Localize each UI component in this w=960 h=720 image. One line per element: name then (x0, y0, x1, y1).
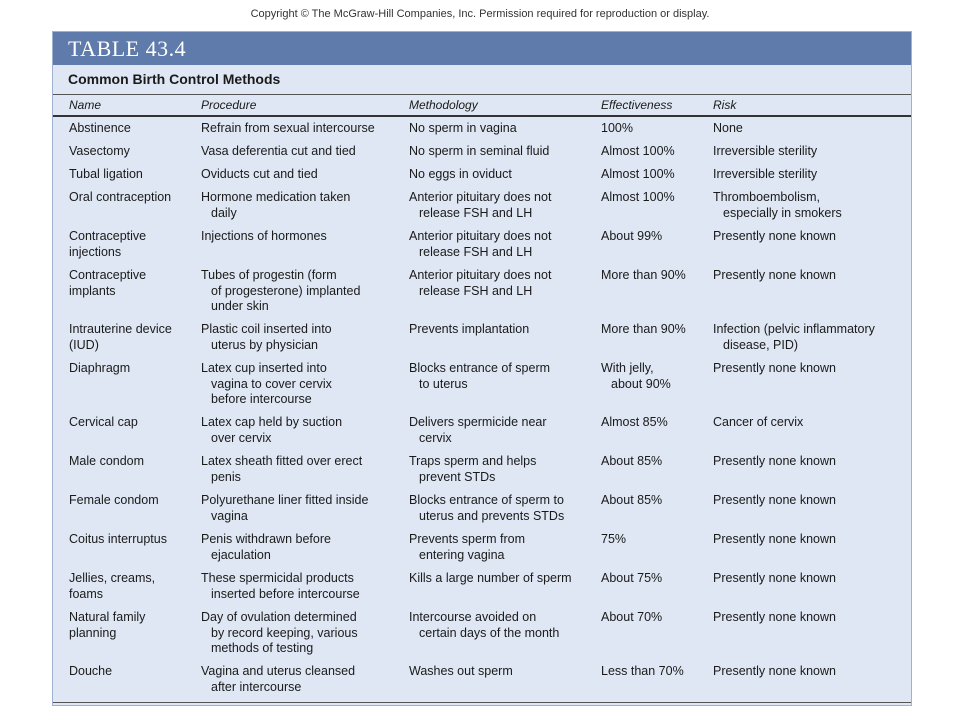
cell-text: Day of ovulation determined (201, 610, 357, 624)
cell-text: Presently none known (713, 454, 836, 468)
cell-text: inserted before intercourse (211, 586, 360, 601)
cell-text: release FSH and LH (419, 244, 533, 259)
cell-text: Infection (pelvic inflammatory (713, 322, 875, 336)
cell-name (69, 144, 194, 160)
cell-text: Thromboembolism, (713, 190, 820, 204)
cell-procedure (201, 610, 401, 657)
cell-text: Contraceptive (69, 268, 147, 282)
cell-text: vagina (211, 508, 248, 523)
cell-text: Irreversible sterility (713, 167, 818, 181)
cell-text: Latex cap held by suction (201, 415, 343, 429)
cell-text: Presently none known (713, 532, 836, 546)
cell-methodology (409, 322, 594, 338)
cell-text: Almost 100% (601, 144, 675, 158)
cell-text: Tubes of progestin (form (201, 268, 337, 282)
cell-risk (713, 454, 908, 470)
table-body (53, 117, 911, 697)
cell-text: by record keeping, various (211, 625, 358, 640)
cell-methodology (409, 571, 594, 587)
cell-text: Prevents sperm from (409, 532, 526, 546)
cell-text: especially in smokers (723, 205, 842, 220)
cell-text: About 99% (601, 229, 663, 243)
table-row (53, 357, 911, 411)
cell-text: Presently none known (713, 229, 836, 243)
cell-effectiveness (601, 121, 706, 137)
cell-methodology (409, 361, 594, 392)
cell-text: under skin (211, 299, 269, 313)
table-row (53, 606, 911, 660)
cell-text: Delivers spermicide near (409, 415, 547, 429)
table-row (53, 660, 911, 697)
cell-name (69, 610, 194, 641)
cell-text: Hormone medication taken (201, 190, 351, 204)
cell-text: foams (69, 586, 104, 601)
cell-text: (IUD) (69, 337, 99, 352)
cell-text: Male condom (69, 454, 145, 468)
cell-effectiveness (601, 144, 706, 160)
cell-name (69, 454, 194, 470)
cell-text: Anterior pituitary does not (409, 190, 552, 204)
cell-text: daily (211, 205, 237, 220)
cell-procedure (201, 571, 401, 602)
cell-text: prevent STDs (419, 469, 496, 484)
column-header-methodology: Methodology (409, 98, 478, 112)
cell-methodology (409, 415, 594, 446)
cell-name (69, 571, 194, 602)
table-row (53, 528, 911, 567)
cell-methodology (409, 610, 594, 641)
table-number: TABLE 43.4 (68, 35, 187, 61)
cell-text: Plastic coil inserted into (201, 322, 332, 336)
cell-risk (713, 361, 908, 377)
cell-text: Presently none known (713, 664, 836, 678)
cell-text: implants (69, 283, 116, 298)
cell-text: Intrauterine device (69, 322, 172, 336)
cell-effectiveness (601, 322, 706, 338)
cell-effectiveness (601, 664, 706, 680)
cell-name (69, 121, 194, 137)
column-header-effectiveness: Effectiveness (601, 98, 673, 112)
cell-procedure (201, 268, 401, 315)
cell-risk (713, 268, 908, 284)
cell-procedure (201, 167, 401, 183)
cell-text: entering vagina (419, 547, 505, 562)
table-number-bar (53, 32, 911, 65)
cell-risk (713, 144, 908, 160)
cell-text: Presently none known (713, 610, 836, 624)
cell-text: penis (211, 469, 241, 484)
column-headers (53, 95, 911, 115)
cell-effectiveness (601, 190, 706, 206)
cell-text: Latex sheath fitted over erect (201, 454, 363, 468)
cell-text: Almost 100% (601, 167, 675, 181)
table-row (53, 489, 911, 528)
bottom-divider (53, 702, 911, 703)
cell-text: to uterus (419, 376, 468, 391)
cell-text: Natural family (69, 610, 146, 624)
cell-risk (713, 190, 908, 221)
cell-name (69, 493, 194, 509)
cell-text: Contraceptive (69, 229, 147, 243)
cell-text: injections (69, 244, 122, 259)
table-row (53, 567, 911, 606)
cell-text: About 85% (601, 493, 663, 507)
cell-text: Injections of hormones (201, 229, 327, 243)
cell-name (69, 268, 194, 299)
table-row (53, 264, 911, 318)
cell-text: Presently none known (713, 361, 836, 375)
cell-text: Prevents implantation (409, 322, 530, 336)
cell-name (69, 190, 194, 206)
cell-risk (713, 664, 908, 680)
cell-text: Anterior pituitary does not (409, 268, 552, 282)
cell-risk (713, 610, 908, 626)
cell-text: About 70% (601, 610, 663, 624)
cell-name (69, 361, 194, 377)
cell-effectiveness (601, 268, 706, 284)
cell-text: Intercourse avoided on (409, 610, 537, 624)
cell-procedure (201, 121, 401, 137)
cell-text: No eggs in oviduct (409, 167, 512, 181)
cell-name (69, 415, 194, 431)
cell-text: Almost 100% (601, 190, 675, 204)
cell-text: No sperm in vagina (409, 121, 517, 135)
table-title: Common Birth Control Methods (68, 71, 281, 87)
cell-text: More than 90% (601, 268, 686, 282)
cell-effectiveness (601, 415, 706, 431)
cell-text: Refrain from sexual intercourse (201, 121, 375, 135)
cell-text: Blocks entrance of sperm (409, 361, 551, 375)
cell-text: Abstinence (69, 121, 131, 135)
cell-risk (713, 121, 908, 137)
column-header-risk: Risk (713, 98, 737, 112)
cell-effectiveness (601, 167, 706, 183)
cell-risk (713, 493, 908, 509)
cell-methodology (409, 167, 594, 183)
table-panel (52, 31, 912, 706)
cell-text: Polyurethane liner fitted inside (201, 493, 369, 507)
cell-text: Almost 85% (601, 415, 668, 429)
cell-effectiveness (601, 571, 706, 587)
cell-procedure (201, 532, 401, 563)
cell-methodology (409, 144, 594, 160)
cell-text: Irreversible sterility (713, 144, 818, 158)
cell-name (69, 229, 194, 260)
cell-text: Traps sperm and helps (409, 454, 537, 468)
table-row (53, 140, 911, 163)
cell-text: Cervical cap (69, 415, 138, 429)
cell-methodology (409, 454, 594, 485)
cell-text: Presently none known (713, 493, 836, 507)
cell-effectiveness (601, 454, 706, 470)
cell-text: uterus by physician (211, 337, 319, 352)
cell-text: Latex cup inserted into (201, 361, 327, 375)
cell-methodology (409, 532, 594, 563)
cell-text: More than 90% (601, 322, 686, 336)
cell-text: Tubal ligation (69, 167, 143, 181)
cell-name (69, 322, 194, 353)
cell-name (69, 664, 194, 680)
cell-text: These spermicidal products (201, 571, 354, 585)
cell-text: No sperm in seminal fluid (409, 144, 550, 158)
cell-effectiveness (601, 532, 706, 548)
cell-text: before intercourse (211, 392, 312, 406)
cell-methodology (409, 190, 594, 221)
cell-text: disease, PID) (723, 337, 799, 352)
cell-procedure (201, 229, 401, 245)
cell-risk (713, 167, 908, 183)
cell-methodology (409, 268, 594, 299)
cell-procedure (201, 415, 401, 446)
cell-text: release FSH and LH (419, 205, 533, 220)
cell-text: Diaphragm (69, 361, 131, 375)
cell-text: about 90% (611, 376, 671, 391)
cell-procedure (201, 361, 401, 408)
cell-text: Less than 70% (601, 664, 684, 678)
cell-text: Douche (69, 664, 113, 678)
cell-procedure (201, 190, 401, 221)
cell-methodology (409, 664, 594, 680)
cell-text: Vagina and uterus cleansed (201, 664, 356, 678)
cell-text: Vasa deferentia cut and tied (201, 144, 356, 158)
cell-procedure (201, 664, 401, 695)
table-row (53, 163, 911, 186)
cell-text: About 75% (601, 571, 663, 585)
table-row (53, 411, 911, 450)
cell-procedure (201, 454, 401, 485)
cell-name (69, 532, 194, 548)
cell-text: vagina to cover cervix (211, 376, 332, 391)
cell-text: 100% (601, 121, 633, 135)
cell-methodology (409, 121, 594, 137)
cell-text: ejaculation (211, 547, 271, 562)
cell-text: Cancer of cervix (713, 415, 804, 429)
cell-text: Penis withdrawn before (201, 532, 331, 546)
cell-text: None (713, 121, 743, 135)
table-row (53, 186, 911, 225)
cell-name (69, 167, 194, 183)
cell-text: Presently none known (713, 571, 836, 585)
cell-text: Oviducts cut and tied (201, 167, 318, 181)
cell-text: 75% (601, 532, 627, 546)
cell-risk (713, 415, 908, 431)
table-row (53, 318, 911, 357)
cell-risk (713, 532, 908, 548)
column-header-name: Name (69, 98, 102, 112)
cell-text: Coitus interruptus (69, 532, 167, 546)
copyright-notice: Copyright © The McGraw-Hill Companies, Inc. Permission required for reproduction or display. (250, 8, 710, 20)
table-row (53, 117, 911, 140)
cell-text: Kills a large number of sperm (409, 571, 572, 585)
cell-text: of progesterone) implanted (211, 283, 361, 298)
table-row (53, 225, 911, 264)
cell-risk (713, 322, 908, 353)
cell-risk (713, 571, 908, 587)
cell-methodology (409, 229, 594, 260)
cell-text: after intercourse (211, 679, 302, 694)
cell-procedure (201, 144, 401, 160)
cell-text: Blocks entrance of sperm to (409, 493, 564, 507)
cell-text: uterus and prevents STDs (419, 508, 565, 523)
cell-effectiveness (601, 361, 706, 392)
cell-risk (713, 229, 908, 245)
cell-text: About 85% (601, 454, 663, 468)
cell-effectiveness (601, 493, 706, 509)
cell-text: Anterior pituitary does not (409, 229, 552, 243)
cell-text: Vasectomy (69, 144, 130, 158)
cell-text: Washes out sperm (409, 664, 513, 678)
cell-methodology (409, 493, 594, 524)
cell-text: certain days of the month (419, 625, 560, 640)
cell-text: Oral contraception (69, 190, 172, 204)
cell-text: methods of testing (211, 641, 314, 655)
cell-procedure (201, 493, 401, 524)
cell-procedure (201, 322, 401, 353)
cell-text: Jellies, creams, (69, 571, 156, 585)
cell-text: Presently none known (713, 268, 836, 282)
cell-effectiveness (601, 229, 706, 245)
cell-text: over cervix (211, 430, 272, 445)
cell-text: release FSH and LH (419, 283, 533, 298)
cell-text: Female condom (69, 493, 159, 507)
cell-text: cervix (419, 430, 452, 445)
cell-text: planning (69, 625, 117, 640)
cell-text: With jelly, (601, 361, 654, 375)
column-header-procedure: Procedure (201, 98, 257, 112)
cell-effectiveness (601, 610, 706, 626)
table-row (53, 450, 911, 489)
